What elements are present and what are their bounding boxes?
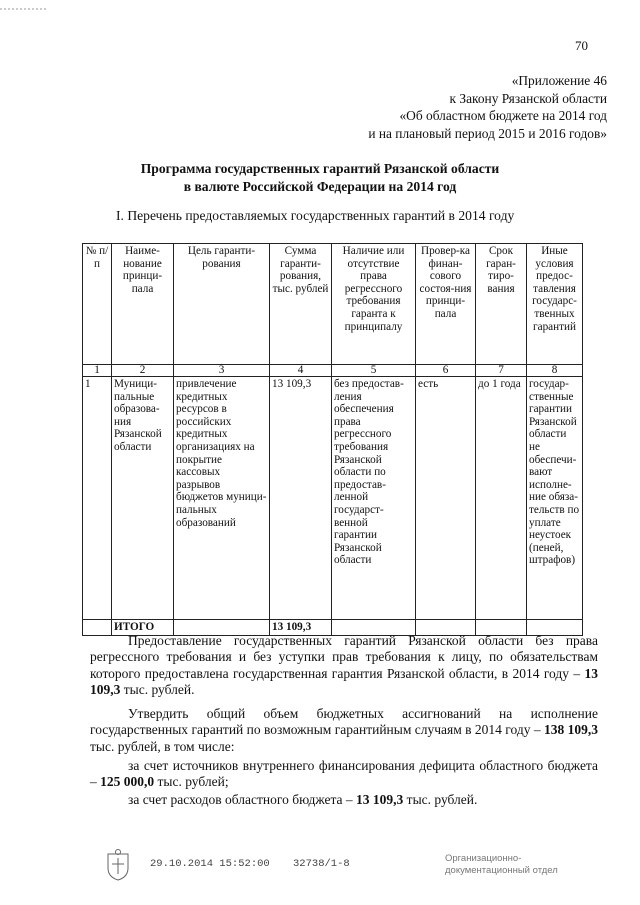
paragraph-text: тыс. рублей;	[154, 774, 229, 790]
appendix-line: «Приложение 46	[511, 73, 607, 88]
title-line: в валюте Российской Федерации на 2014 год	[183, 179, 457, 194]
title-line: Программа государственных гарантий Рязанской области	[140, 161, 500, 176]
paragraph-budget-expenses	[90, 792, 598, 808]
paragraph-guarantees-without-regress	[90, 633, 598, 699]
paragraph-text: тыс. рублей.	[120, 682, 195, 698]
total-label: ИТОГО	[112, 620, 174, 636]
amount-value: 13 109,3	[90, 665, 598, 698]
amount-cell: 13 109,3	[270, 377, 332, 620]
header-cell: Наиме-нование принци-пала	[112, 244, 174, 365]
page-number: 70	[575, 38, 588, 53]
scan-top-edge	[0, 8, 640, 12]
column-number: 1	[83, 365, 112, 377]
header-cell: Провер-ка финан-сового состоя-ния принци-пала	[416, 244, 476, 365]
column-number: 2	[112, 365, 174, 377]
paragraph-text: Утвердить общий объем бюджетных ассигнований на исполнение государственных гарантий по возможным гарантийным случаям в 2014 году –	[90, 706, 598, 738]
department-stamp	[445, 853, 558, 877]
stamp-line: Организационно-	[445, 853, 522, 864]
header-cell: Срок гаран-тиро-вания	[476, 244, 527, 365]
paragraph-text: тыс. рублей.	[403, 792, 478, 807]
column-number: 3	[174, 365, 270, 377]
paragraph-budget-allocations	[90, 706, 598, 755]
header-cell: № п/п	[83, 244, 112, 365]
header-cell: Иные условия предос-тавления государс-твенных гарантий	[527, 244, 583, 365]
amount-value: 125 000,0	[100, 774, 155, 790]
regress-cell: без предостав-ления обеспечения права регрессного требования Рязанской области по предостав-ленной государст-венной гарантии Рязанской области	[332, 377, 416, 620]
guarantees-table	[82, 243, 583, 636]
paragraph-text: за счет источников внутреннего финансирования дефицита областного бюджета –	[90, 758, 598, 790]
purpose-cell: привлечение кредитных ресурсов в российских кредитных организациях на покрытие кассовых разрывов бюджетов муници-пальных образований	[174, 377, 270, 620]
footer-doc-code: 32738/1-8	[293, 858, 350, 870]
term-cell: до 1 года	[476, 377, 527, 620]
appendix-line: «Об областном бюджете на 2014 год	[399, 108, 607, 123]
amount-value: 138 109,3	[543, 722, 598, 738]
paragraph-text: тыс. рублей, в том числе:	[90, 738, 235, 754]
coat-of-arms-seal-icon	[104, 848, 132, 882]
amount-value: 13 109,3	[356, 792, 404, 807]
header-cell: Сумма гаранти-рования, тыс. рублей	[270, 244, 332, 365]
column-number: 8	[527, 365, 583, 377]
footer-datetime: 29.10.2014 15:52:00	[150, 858, 270, 870]
header-cell: Цель гаранти-рования	[174, 244, 270, 365]
appendix-header	[147, 72, 607, 142]
check-cell: есть	[416, 377, 476, 620]
paragraph-text: Предоставление государственных гарантий Рязанской области без права регрессного требования и без уступки прав требования к лицу, по обязательствам которого предоставлена государственная гарантия Рязанской области, в 2014 году –	[90, 633, 598, 681]
other-conditions-cell: государ-ственные гарантии Рязанской области не обеспечи-вают исполне-ние обяза-тельств по уплате неустоек (пеней, штрафов)	[527, 377, 583, 620]
section-heading: I. Перечень предоставляемых государственных гарантий в 2014 году	[116, 208, 515, 223]
appendix-line: к Закону Рязанской области	[449, 90, 607, 106]
column-number: 4	[270, 365, 332, 377]
appendix-line: и на плановый период 2015 и 2016 годов»	[368, 125, 607, 141]
paragraph-internal-sources	[90, 758, 598, 791]
document-title	[60, 160, 580, 196]
table-row	[83, 377, 583, 620]
column-number: 7	[476, 365, 527, 377]
table-header-row	[83, 244, 583, 365]
stamp-line: документационный отдел	[445, 865, 558, 876]
paragraph-text: за счет расходов областного бюджета –	[128, 792, 357, 807]
column-number-row	[83, 365, 583, 377]
column-number: 6	[416, 365, 476, 377]
principal-cell: Муници-пальные образова-ния Рязанской области	[112, 377, 174, 620]
row-number: 1	[83, 377, 112, 620]
column-number: 5	[332, 365, 416, 377]
header-cell: Наличие или отсутствие права регрессного требования гаранта к принципалу	[332, 244, 416, 365]
total-amount: 13 109,3	[270, 620, 332, 636]
